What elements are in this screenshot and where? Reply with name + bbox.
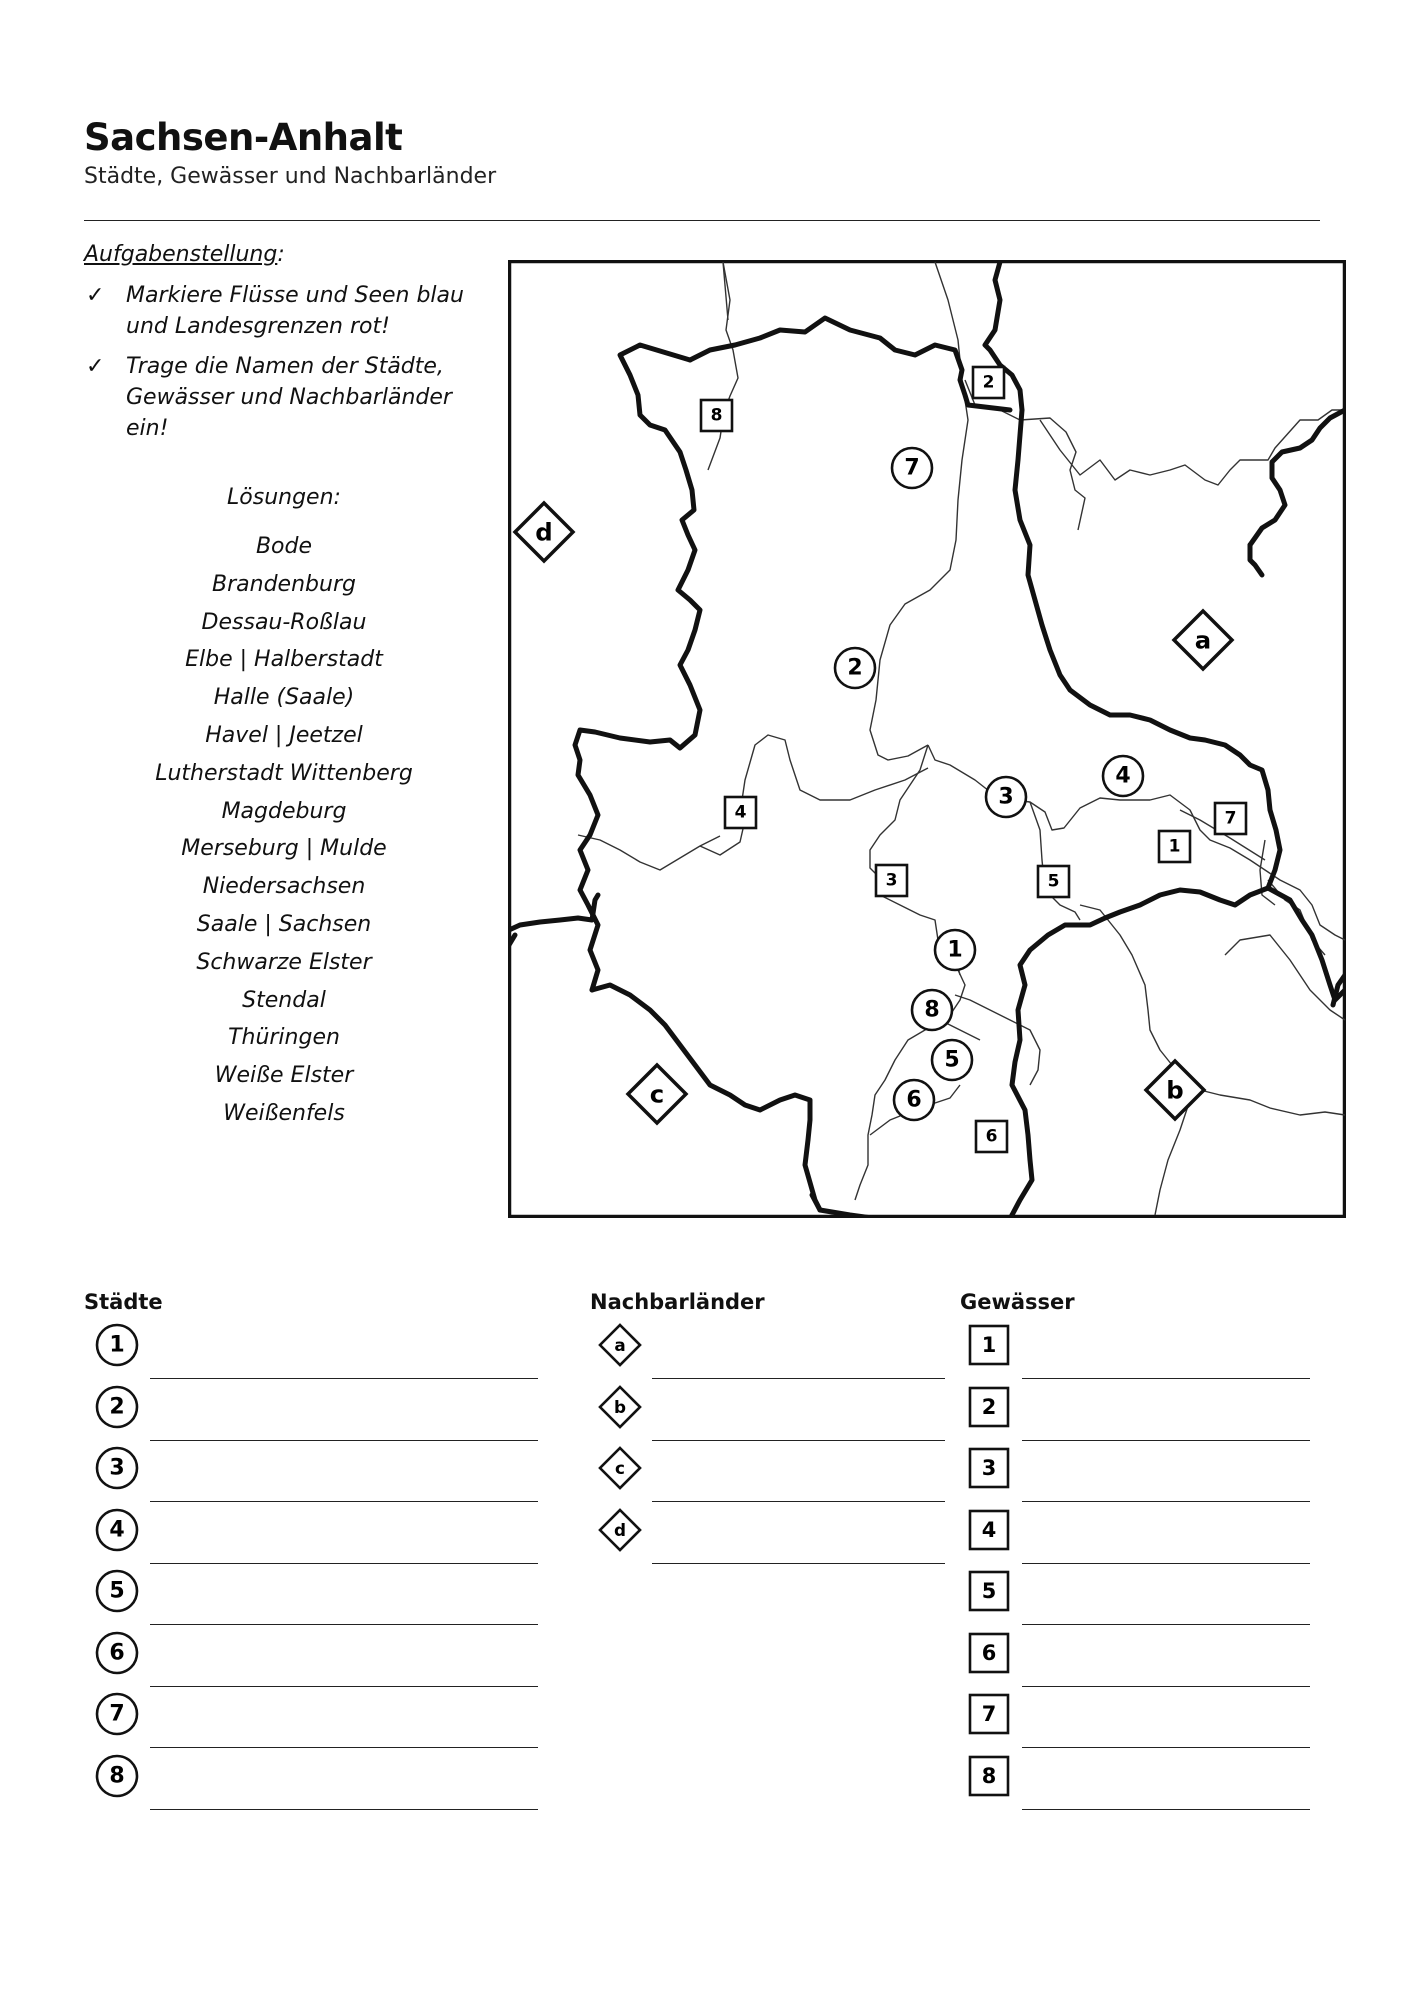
map-water-marker-2-label: 2 [982,372,994,392]
solution-item: Lutherstadt Wittenberg [155,760,413,786]
solution-item: Niedersachsen [202,874,366,900]
check-mark-icon: ✓ [86,354,105,379]
neighbor-answer-marker-c [596,1444,644,1492]
water-answer-marker-7 [966,1691,1012,1737]
city-answer-marker-2-label: 2 [109,1394,125,1419]
map-water-marker-4-label: 4 [734,802,746,822]
neighbor-answer-line[interactable] [652,1563,945,1564]
task-item [84,280,484,342]
border-line [1012,888,1268,1215]
water-answer-marker-6 [966,1630,1012,1676]
map-city-marker-8 [908,986,956,1034]
border-line [812,1195,820,1210]
city-answer-marker-1-label: 1 [109,1332,125,1358]
river-line [1080,905,1178,1080]
task-item-text: Markiere Flüsse und Seen blau und Landesgrenzen rot! [126,283,464,339]
river-line [870,262,968,760]
water-answer-marker-8 [966,1753,1012,1799]
map-city-marker-2-label: 2 [847,655,863,681]
check-mark-icon: ✓ [86,283,105,308]
map-water-marker-8 [697,396,736,435]
task-list [84,280,484,453]
map-water-marker-1-label: 1 [1168,836,1180,856]
solution-item: Brandenburg [212,571,356,597]
city-answer-marker-5 [93,1567,141,1615]
solutions-heading: Lösungen: [227,485,341,510]
map-city-marker-6-label: 6 [906,1087,922,1113]
water-answer-line[interactable] [1022,1686,1310,1687]
water-answer-line[interactable] [1022,1440,1310,1441]
neighbor-answer-marker-a [596,1321,644,1369]
border-line [1268,888,1345,1000]
map-water-marker-7 [1211,799,1250,838]
river-line [708,262,738,470]
water-answer-marker-5 [966,1568,1012,1614]
map-water-marker-2 [969,363,1008,402]
map-neighbor-marker-d [511,499,577,565]
map-city-marker-8-label: 8 [924,997,940,1023]
task-heading [84,242,285,267]
neighbor-answer-marker-a-label: a [614,1335,626,1355]
solution-item: Stendal [242,987,326,1013]
city-answer-marker-7-label: 7 [109,1701,125,1727]
map-water-marker-3 [872,861,911,900]
solution-item: Magdeburg [221,798,347,824]
city-answer-marker-8-label: 8 [109,1763,125,1788]
map-water-marker-8-label: 8 [710,405,722,425]
map-city-marker-1 [931,926,979,974]
city-answer-marker-2 [93,1383,141,1431]
water-answer-marker-4-label: 4 [981,1517,997,1542]
solution-item: Bode [255,534,313,559]
city-answer-marker-6-label: 6 [109,1640,125,1665]
city-answer-marker-1 [93,1321,141,1369]
water-answer-marker-7-label: 7 [981,1702,997,1726]
water-answer-marker-6-label: 6 [981,1640,997,1665]
water-answer-marker-1 [966,1322,1012,1368]
water-answer-marker-5-label: 5 [981,1579,997,1603]
water-answer-marker-3-label: 3 [981,1456,997,1480]
map-water-marker-4 [721,793,760,832]
solution-item: Halle (Saale) [213,685,355,711]
river-line [965,380,1085,530]
water-answer-line[interactable] [1022,1624,1310,1625]
waters-section-title: Gewässer [960,1290,1075,1314]
map-city-marker-6 [890,1076,938,1124]
water-answer-marker-3 [966,1445,1012,1491]
water-answer-line[interactable] [1022,1501,1310,1502]
solution-item: Havel | Jeetzel [205,722,363,748]
city-answer-line[interactable] [150,1563,538,1564]
map-water-marker-6 [972,1117,1011,1156]
map-city-marker-4 [1099,752,1147,800]
border-line [1250,410,1345,545]
city-answer-line[interactable] [150,1809,538,1810]
page-subtitle: Städte, Gewässer und Nachbarländer [84,164,497,189]
neighbor-answer-marker-b-label: b [613,1396,627,1417]
map-neighbor-marker-b [1142,1057,1208,1123]
river-line [870,745,938,940]
map-water-marker-7-label: 7 [1224,808,1236,828]
solution-item: Weiße Elster [214,1063,354,1089]
city-answer-marker-3 [93,1444,141,1492]
city-answer-marker-7 [93,1690,141,1738]
water-answer-marker-2-label: 2 [981,1394,997,1419]
map-water-marker-6-label: 6 [985,1126,997,1146]
neighbor-answer-marker-d [596,1506,644,1554]
map-neighbor-marker-a-label: a [1194,625,1212,655]
city-answer-marker-8 [93,1752,141,1800]
neighbor-answer-marker-c-label: c [615,1458,625,1478]
header-divider [84,220,1320,221]
neighbors-section-title: Nachbarländer [590,1290,765,1314]
border-line [575,345,700,990]
river-line [578,835,720,870]
city-answer-line[interactable] [150,1747,538,1748]
map-city-marker-7-label: 7 [904,455,920,481]
city-answer-line[interactable] [150,1686,538,1687]
city-answer-marker-4-label: 4 [109,1517,125,1542]
map-neighbor-marker-a [1170,607,1236,673]
map-water-marker-5-label: 5 [1047,871,1059,891]
water-answer-line[interactable] [1022,1747,1310,1748]
task-heading-suffix: : [277,242,285,267]
solution-item: Elbe | Halberstadt [185,647,383,673]
city-answer-marker-3-label: 3 [109,1455,125,1481]
water-answer-line[interactable] [1022,1809,1310,1810]
map-city-marker-1-label: 1 [947,937,963,963]
city-answer-line[interactable] [150,1501,538,1502]
task-item-text: Trage die Namen der Städte, Gewässer und Nachbarländer ein! [126,354,452,441]
map-city-marker-4-label: 4 [1115,763,1131,789]
map-neighbor-marker-c-label: c [649,1079,665,1109]
city-answer-marker-5-label: 5 [109,1578,125,1604]
map-neighbor-marker-b-label: b [1166,1075,1184,1105]
map-water-marker-1 [1155,827,1194,866]
cities-section-title: Städte [84,1290,163,1314]
task-heading-text: Aufgabenstellung [84,242,278,267]
solutions-list [84,484,484,1133]
neighbor-answer-line[interactable] [652,1440,945,1441]
solution-item: Schwarze Elster [196,949,372,975]
map-city-marker-2 [831,644,879,692]
border-line [690,318,1010,410]
page-title: Sachsen-Anhalt [84,116,403,159]
solution-item: Weißenfels [223,1100,345,1126]
map-city-marker-3-label: 3 [998,784,1014,810]
water-answer-line[interactable] [1022,1563,1310,1564]
map-city-marker-5-label: 5 [944,1047,960,1073]
city-answer-marker-6 [93,1629,141,1677]
task-item [84,351,484,444]
city-answer-line[interactable] [150,1440,538,1441]
map-water-marker-3-label: 3 [885,870,897,890]
neighbor-answer-marker-d-label: d [613,1519,627,1540]
map-neighbor-marker-c [624,1061,690,1127]
solution-item: Thüringen [228,1025,340,1051]
neighbor-answer-marker-b [596,1383,644,1431]
solution-item: Merseburg | Mulde [181,836,387,862]
map-city-marker-3 [982,773,1030,821]
city-answer-line[interactable] [150,1624,538,1625]
map-neighbor-marker-d-label: d [535,517,553,547]
city-answer-line[interactable] [150,1378,538,1379]
river-line [723,262,728,320]
map-city-marker-7 [888,444,936,492]
water-answer-line[interactable] [1022,1378,1310,1379]
city-answer-marker-4 [93,1506,141,1554]
solution-item: Saale | Sachsen [196,911,372,937]
solution-item: Dessau-Roßlau [201,609,367,635]
neighbor-answer-line[interactable] [652,1501,945,1502]
water-answer-marker-1-label: 1 [981,1333,997,1357]
water-answer-marker-8-label: 8 [981,1763,997,1788]
water-answer-marker-4 [966,1507,1012,1553]
map-water-marker-5 [1034,862,1073,901]
border-line [1250,545,1262,575]
water-answer-marker-2 [966,1384,1012,1430]
neighbor-answer-line[interactable] [652,1378,945,1379]
